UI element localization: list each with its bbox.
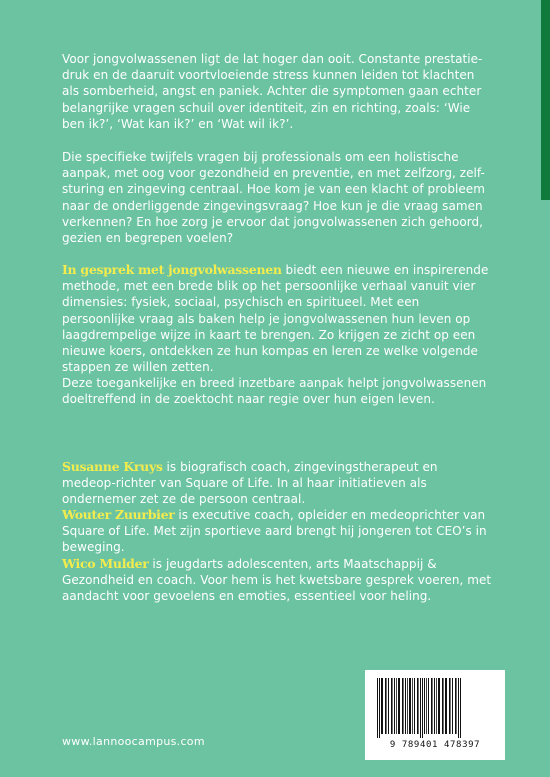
barcode-bar [428, 678, 429, 734]
barcode-bar [452, 678, 453, 734]
barcode-bar [458, 678, 459, 738]
barcode-bar [455, 678, 457, 734]
barcode-bar [424, 678, 425, 734]
barcode-bar [460, 678, 461, 738]
barcode-bar [417, 678, 419, 734]
barcode-bar [420, 678, 421, 738]
author-bio-2 [62, 507, 492, 556]
author-name: Susanne Kruys [62, 459, 163, 474]
barcode-bar [388, 678, 389, 734]
barcode-bar [377, 678, 378, 738]
closing-paragraph-text: Deze toegankelijke en breed inzetbare aanpak helpt jongvolwassenen doeltreffend in de zoektocht naar regie over hun eigen leven. [62, 376, 487, 407]
barcode-bar [405, 678, 406, 734]
barcode-bar [409, 678, 411, 734]
website-url[interactable]: www.lannoocampus.com [62, 735, 205, 748]
barcode-bar [391, 678, 393, 734]
author-bio-text: is executive coach, opleider en medeoprichter van Square of Life. Met zijn sportieve aard brengt hij jongeren tot CEO’s in beweging. [62, 508, 487, 555]
barcode [365, 670, 505, 760]
author-name: Wouter Zuurbier [62, 507, 175, 522]
barcode-bar [381, 678, 383, 734]
author-bio-text: is biografisch coach, zingevingstherapeut en medeop-richter van Square of Life. In al haar initiatieven als ondernemer zet ze de persoon centraal. [62, 460, 438, 507]
side-stripe [541, 0, 550, 200]
book-description-text: biedt een nieuwe en inspirerende methode, met een brede blik op het persoonlijke verhaal vanuit vier dimensies: fysiek, sociaal, psychisch en spiritueel. Met een persoonlijke vraag als baken help je jongvolwassenen hun leven op laagdrempelige wijze in kaart te brengen. Zo krijgen ze zicht op een nieuwe koers, ontdekken ze hun kompas en leren ze welke volgende stappen ze willen zetten. [62, 263, 489, 375]
barcode-bar [402, 678, 404, 734]
barcode-bar [412, 678, 413, 734]
barcode-number: 9 789401 478397 [389, 740, 481, 750]
intro-paragraph-1 [62, 51, 492, 132]
book-title: In gesprek met jongvolwassenen [62, 262, 282, 277]
barcode-bar [385, 678, 387, 734]
barcode-bar [434, 678, 435, 734]
barcode-bar [398, 678, 400, 734]
barcode-bar [449, 678, 451, 734]
barcode-bar [394, 678, 395, 734]
intro-paragraph-1-text: Voor jongvolwassenen ligt de lat hoger dan ooit. Constante prestatie-druk en de daaruit voortvloeiende stress kunnen leiden tot klachten als somberheid, angst en paniek. Achter die symptomen gaan echter belangrijke vragen schuil over identiteit, zin en richting, zoals: ‘Wie ben ik?’, ‘Wat kan ik?’ en ‘Wat wil ik?’. [62, 52, 483, 131]
book-description [62, 262, 492, 375]
barcode-bars [375, 678, 495, 738]
barcode-bar [438, 678, 440, 734]
barcode-bar [396, 678, 397, 734]
barcode-bar [422, 678, 423, 738]
author-name: Wico Mulder [62, 556, 149, 571]
barcode-bar [445, 678, 447, 734]
author-bio-text: is jeugdarts adolescenten, arts Maatschappij & Gezondheid en coach. Voor hem is het kwetsbare gesprek voeren, met aandacht voor gevoelens en emoties, essentieel voor heling. [62, 557, 492, 604]
barcode-bar [436, 678, 437, 734]
barcode-bar [414, 678, 415, 734]
barcode-bar [442, 678, 444, 734]
barcode-bar [426, 678, 427, 734]
author-bio-3 [62, 556, 492, 605]
barcode-bar [431, 678, 433, 734]
closing-paragraph [62, 375, 492, 407]
author-bio-1 [62, 459, 492, 508]
intro-paragraph-2 [62, 149, 492, 246]
barcode-bar [379, 678, 380, 738]
barcode-bar [407, 678, 408, 734]
intro-paragraph-2-text: Die specifieke twijfels vragen bij professionals om een holistische aanpak, met oog voor gezondheid en preventie, en met zelfzorg, zelf-sturing en zingeving centraal. Hoe kom je van een klacht of probleem naar de onderliggende zingevingsvraag? Hoe kun je die vraag samen verkennen? En hoe zorg je ervoor dat jongvolwassenen zich gehoord, gezien en begrepen voelen? [62, 150, 485, 246]
